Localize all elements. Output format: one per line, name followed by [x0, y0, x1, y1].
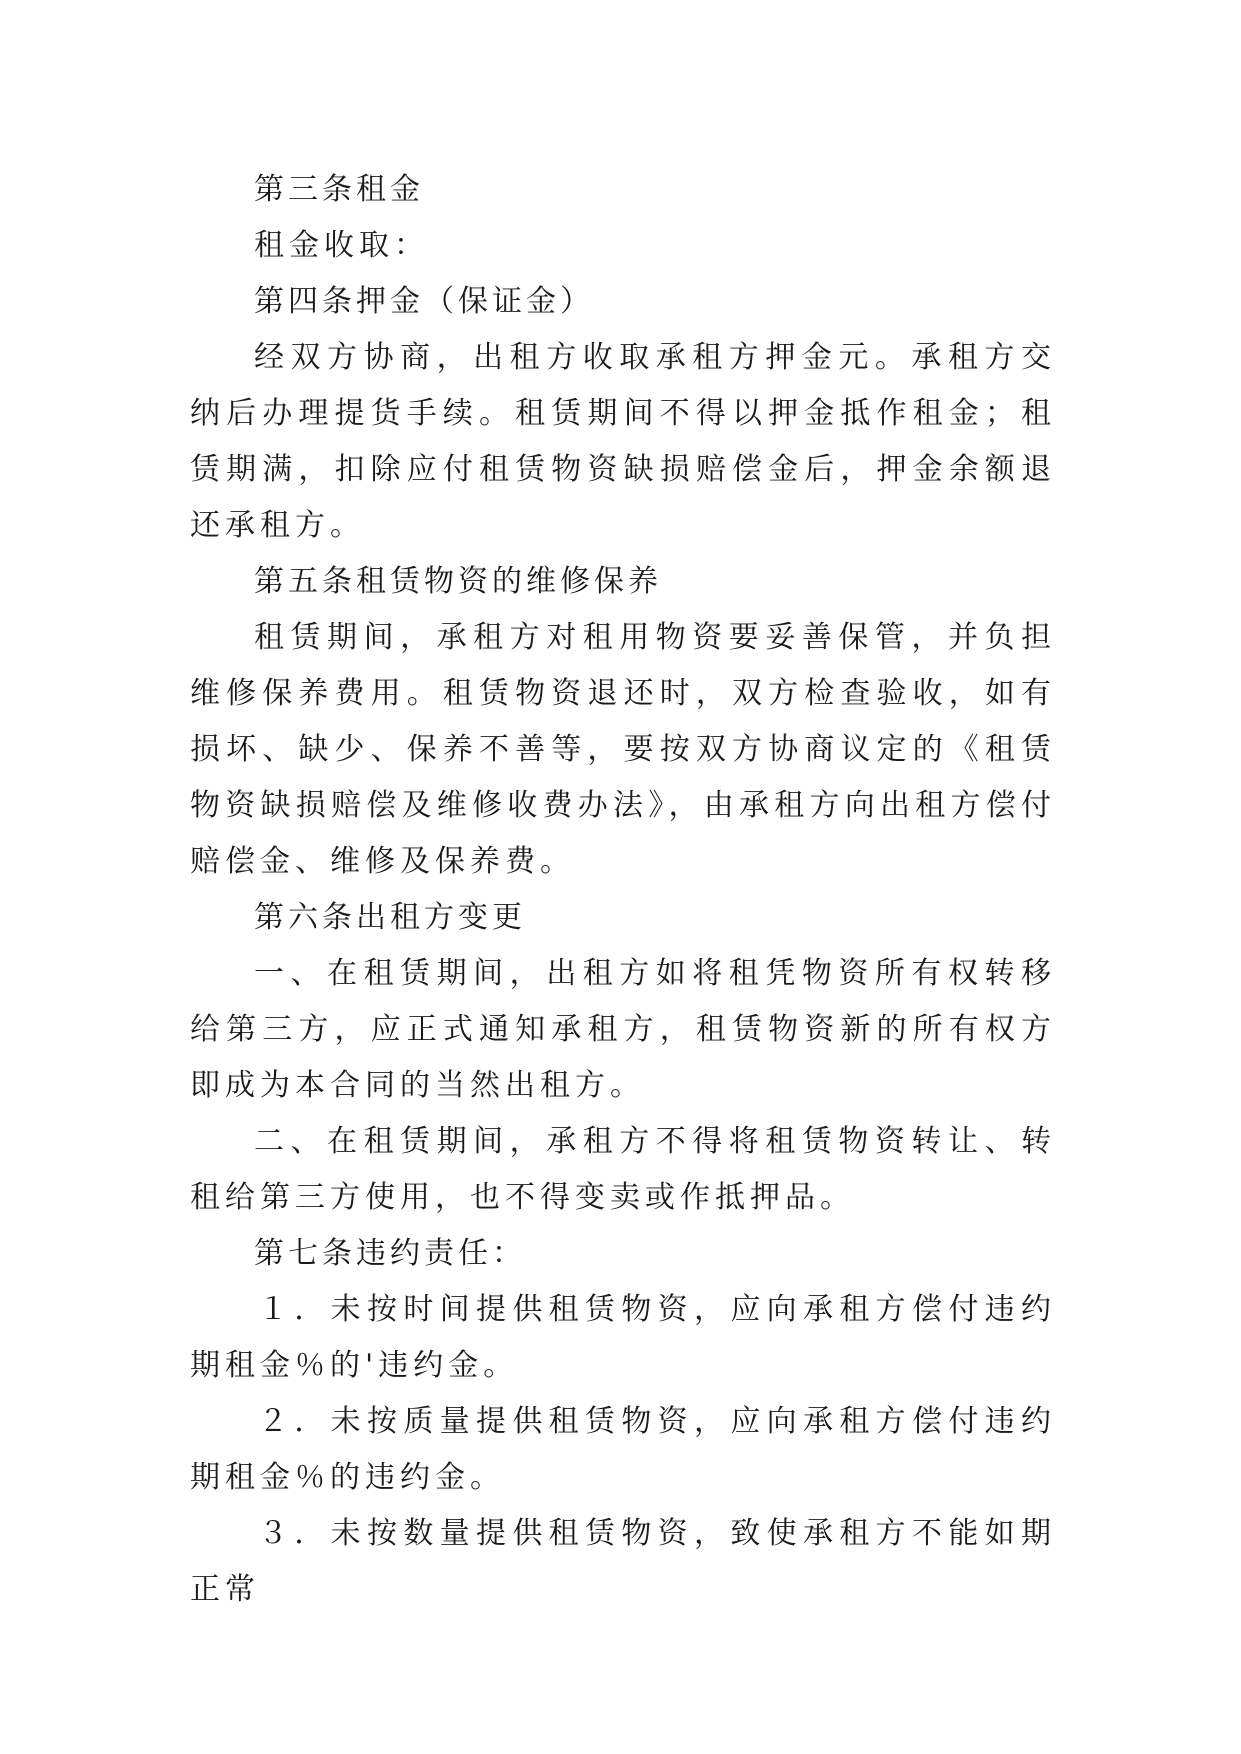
- article-7-heading: 第七条违约责任：: [254, 1236, 526, 1271]
- article-6-heading: 第六条出租方变更: [254, 900, 526, 935]
- liability-item-3: ３．未按数量提供租赁物资，致使承租方不能如期正常: [190, 1516, 1056, 1607]
- document-body: [190, 162, 1056, 1618]
- lessor-change-paragraph-2: 二、在租赁期间，承租方不得将租赁物资转让、转租给第三方使用，也不得变卖或作抵押品。: [190, 1124, 1056, 1215]
- maintenance-paragraph: 租赁期间，承租方对租用物资要妥善保管，并负担维修保养费用。租赁物资退还时，双方检查验收，如有损坏、缺少、保养不善等，要按双方协商议定的《租赁物资缺损赔偿及维修收费办法》，由承租方向出租方偿付赔偿金、维修及保养费。: [190, 620, 1056, 879]
- article-3-heading: 第三条租金: [254, 172, 424, 207]
- article-4-heading: 第四条押金（保证金）: [254, 284, 594, 319]
- lessor-change-paragraph-1: 一、在租赁期间，出租方如将租凭物资所有权转移给第三方，应正式通知承租方，租赁物资新的所有权方即成为本合同的当然出租方。: [190, 956, 1056, 1103]
- deposit-paragraph: 经双方协商，出租方收取承租方押金元。承租方交纳后办理提货手续。租赁期间不得以押金抵作租金；租赁期满，扣除应付租赁物资缺损赔偿金后，押金余额退还承租方。: [190, 340, 1056, 543]
- rent-collection-paragraph: 租金收取：: [254, 228, 429, 263]
- liability-item-2: ２．未按质量提供租赁物资，应向承租方偿付违约期租金％的违约金。: [190, 1404, 1056, 1495]
- liability-item-1: １．未按时间提供租赁物资，应向承租方偿付违约期租金％的'违约金。: [190, 1292, 1056, 1383]
- article-5-heading: 第五条租赁物资的维修保养: [254, 564, 662, 599]
